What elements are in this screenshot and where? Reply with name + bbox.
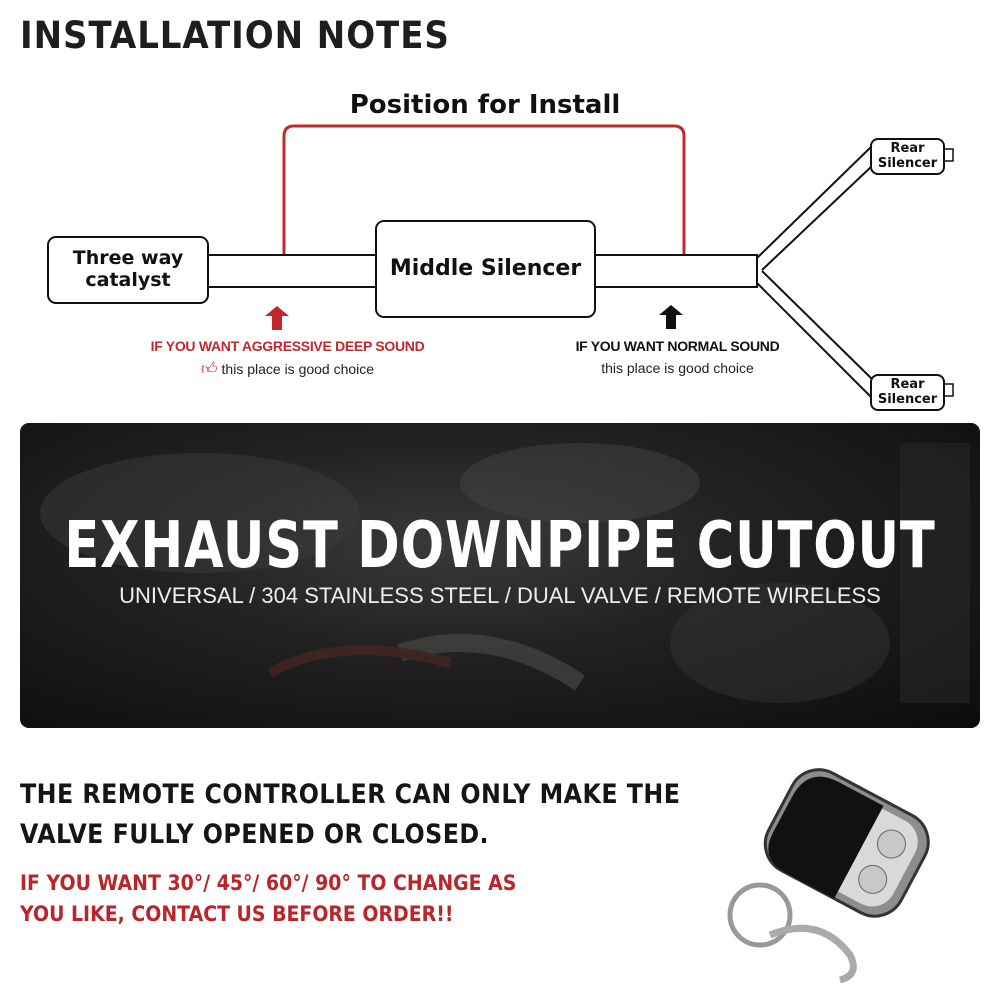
tailpipe-top <box>944 149 953 161</box>
arrow-up-red-icon <box>265 306 289 330</box>
note-normal <box>555 338 800 376</box>
note-aggressive-sub: this place is good choice <box>221 361 375 377</box>
three-way-catalyst: Three way catalyst <box>47 236 209 304</box>
page-title: INSTALLATION NOTES <box>20 14 450 57</box>
pipe-branch-top <box>757 146 872 270</box>
banner-title: EXHAUST DOWNPIPE CUTOUT <box>64 509 936 583</box>
rear-silencer-top: Rear Silencer <box>870 138 945 175</box>
note-aggressive <box>130 338 445 379</box>
tailpipe-bottom <box>944 384 953 396</box>
middle-silencer: Middle Silencer <box>375 220 596 318</box>
arrow-up-black-icon <box>659 305 683 329</box>
note-aggressive-heading: IF YOU WANT AGGRESSIVE DEEP SOUND <box>150 338 425 354</box>
note-normal-sub: this place is good choice <box>601 360 754 376</box>
remote-note: THE REMOTE CONTROLLER CAN ONLY MAKE THE VALVE FULLY OPENED OR CLOSED. <box>20 779 681 850</box>
note-normal-heading: IF YOU WANT NORMAL SOUND <box>575 338 780 354</box>
product-banner <box>20 423 980 728</box>
remote-controller-image <box>700 765 960 995</box>
rear-silencer-bottom: Rear Silencer <box>870 374 945 411</box>
banner-subtitle: UNIVERSAL / 304 STAINLESS STEEL / DUAL VALVE / REMOTE WIRELESS <box>119 583 881 608</box>
remote-contact-note: IF YOU WANT 30°/ 45°/ 60°/ 90° TO CHANGE AS YOU LIKE, CONTACT US BEFORE ORDER!! <box>20 871 517 926</box>
pipe-branch-bottom <box>757 271 872 398</box>
position-label: Position for Install <box>349 90 621 120</box>
thumbs-up-icon: 👍︎ <box>200 361 218 378</box>
